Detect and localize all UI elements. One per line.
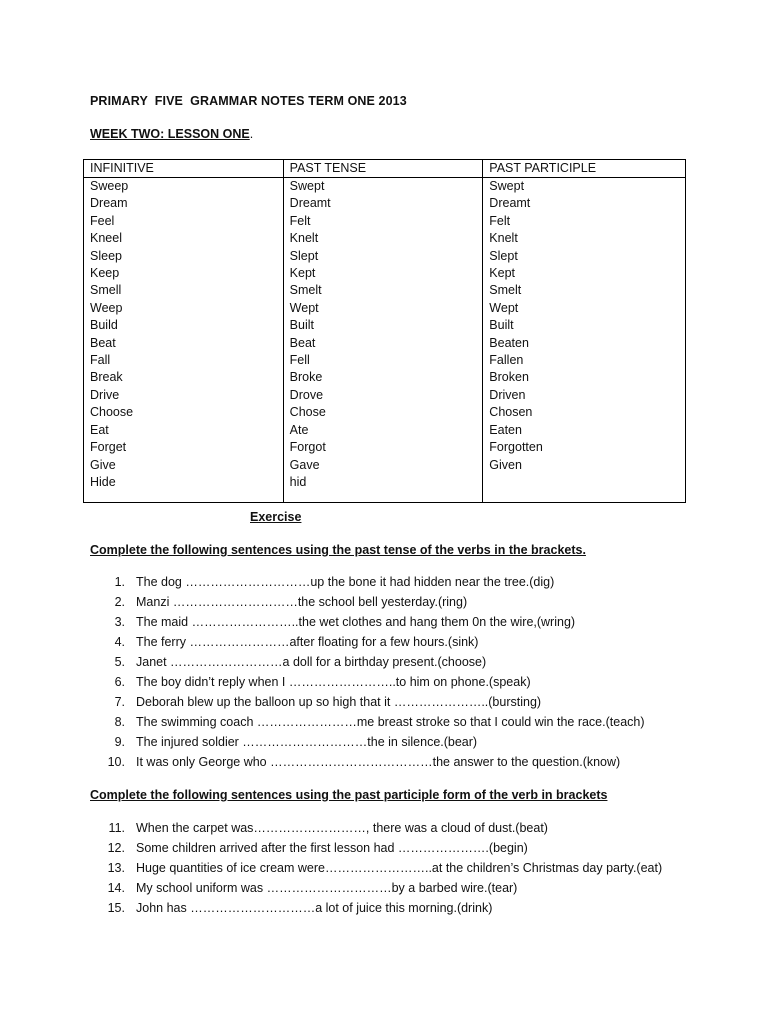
question-number: 5. (114, 655, 125, 669)
document-title: PRIMARY FIVE GRAMMAR NOTES TERM ONE 2013 (90, 94, 407, 108)
question-number: 6. (114, 675, 125, 689)
infinitive-cell: Sweep (84, 178, 284, 196)
question-text: The maid ……………………..the wet clothes and hang them 0n the wire,(wring) (136, 615, 576, 629)
infinitive-cell: Give (84, 457, 284, 474)
past-tense-cell: Dreamt (283, 195, 483, 212)
question-number: 7. (114, 695, 125, 709)
past-participle-cell: Chosen (483, 404, 686, 421)
question-number: 1. (114, 575, 125, 589)
past-tense-cell: Broke (283, 369, 483, 386)
question-text: My school uniform was …………………………by a barbed wire.(tear) (136, 881, 518, 895)
question-text: The swimming coach ……………………me breast stroke so that I could win the race.(teach) (136, 715, 645, 729)
table-row (84, 265, 686, 282)
past-participle-cell: Beaten (483, 335, 686, 352)
past-tense-cell: Chose (283, 404, 483, 421)
infinitive-cell: Beat (84, 335, 284, 352)
question-text: The injured soldier …………………………the in silence.(bear) (136, 735, 478, 749)
question-text: The dog …………………………up the bone it had hidden near the tree.(dig) (136, 575, 555, 589)
infinitive-cell: Sleep (84, 248, 284, 265)
infinitive-cell: Build (84, 317, 284, 334)
question-number: 12. (107, 841, 125, 855)
past-participle-cell: Smelt (483, 282, 686, 299)
past-participle-cell (483, 474, 686, 503)
table-row (84, 178, 686, 196)
past-participle-cell: Swept (483, 178, 686, 196)
infinitive-cell: Weep (84, 300, 284, 317)
question-number: 13. (107, 861, 125, 875)
past-participle-cell: Broken (483, 369, 686, 386)
question-number: 4. (114, 635, 125, 649)
section2-instruction: Complete the following sentences using the past participle form of the verb in brackets (90, 788, 608, 802)
header-past-participle: PAST PARTICIPLE (483, 160, 686, 178)
infinitive-cell: Smell (84, 282, 284, 299)
past-tense-cell: Felt (283, 213, 483, 230)
past-participle-cell: Knelt (483, 230, 686, 247)
past-participle-cell: Slept (483, 248, 686, 265)
infinitive-cell: Hide (84, 474, 284, 503)
table-row (84, 387, 686, 404)
infinitive-cell: Keep (84, 265, 284, 282)
past-tense-cell: Slept (283, 248, 483, 265)
past-tense-cell: hid (283, 474, 483, 503)
infinitive-cell: Choose (84, 404, 284, 421)
table-row (84, 474, 686, 503)
table-row (84, 352, 686, 369)
past-participle-cell: Given (483, 457, 686, 474)
table-row (84, 213, 686, 230)
week-heading-suffix: . (249, 127, 254, 141)
past-participle-cell: Driven (483, 387, 686, 404)
past-participle-cell: Felt (483, 213, 686, 230)
table-row (84, 317, 686, 334)
question-number: 11. (108, 821, 125, 835)
past-tense-cell: Ate (283, 422, 483, 439)
question-number: 15. (107, 901, 125, 915)
table-row (84, 422, 686, 439)
question-text: Janet ………………………a doll for a birthday present.(choose) (136, 655, 487, 669)
verb-table-body (84, 178, 686, 503)
past-tense-cell: Gave (283, 457, 483, 474)
past-tense-cell: Drove (283, 387, 483, 404)
header-infinitive: INFINITIVE (84, 160, 284, 178)
week-heading-text: WEEK TWO: LESSON ONE (90, 127, 250, 141)
question-text: When the carpet was………………………, there was a cloud of dust.(beat) (136, 821, 548, 835)
question-text: The ferry ……………………after floating for a few hours.(sink) (136, 635, 479, 649)
past-tense-cell: Swept (283, 178, 483, 196)
question-number: 10. (107, 755, 125, 769)
question-text: Manzi …………………………the school bell yesterday.(ring) (136, 595, 468, 609)
past-tense-cell: Built (283, 317, 483, 334)
question-text: The boy didn’t reply when I ……………………..to him on phone.(speak) (136, 675, 531, 689)
question-text: It was only George who …………………………………the answer to the question.(know) (136, 755, 621, 769)
section1-instruction: Complete the following sentences using the past tense of the verbs in the brackets. (90, 543, 586, 557)
table-row (84, 457, 686, 474)
past-tense-cell: Beat (283, 335, 483, 352)
question-number: 2. (114, 595, 125, 609)
infinitive-cell: Fall (84, 352, 284, 369)
table-row (84, 439, 686, 456)
infinitive-cell: Forget (84, 439, 284, 456)
past-tense-cell: Fell (283, 352, 483, 369)
table-row (84, 369, 686, 386)
infinitive-cell: Dream (84, 195, 284, 212)
past-tense-cell: Knelt (283, 230, 483, 247)
past-participle-cell: Fallen (483, 352, 686, 369)
header-past-tense: PAST TENSE (283, 160, 483, 178)
verb-table (83, 159, 686, 503)
table-row (84, 195, 686, 212)
week-heading (90, 127, 253, 141)
past-participle-cell: Forgotten (483, 439, 686, 456)
past-tense-cell: Forgot (283, 439, 483, 456)
table-row (84, 248, 686, 265)
past-tense-cell: Kept (283, 265, 483, 282)
table-row (84, 282, 686, 299)
past-participle-cell: Wept (483, 300, 686, 317)
infinitive-cell: Kneel (84, 230, 284, 247)
verb-table-header-row (84, 160, 686, 178)
past-participle-cell: Dreamt (483, 195, 686, 212)
question-number: 9. (114, 735, 125, 749)
question-text: Some children arrived after the first lesson had ………………….(begin) (136, 841, 528, 855)
exercise-heading: Exercise (250, 510, 302, 524)
past-participle-cell: Kept (483, 265, 686, 282)
question-number: 3. (114, 615, 125, 629)
past-participle-cell: Eaten (483, 422, 686, 439)
infinitive-cell: Break (84, 369, 284, 386)
infinitive-cell: Eat (84, 422, 284, 439)
past-tense-cell: Smelt (283, 282, 483, 299)
past-tense-cell: Wept (283, 300, 483, 317)
infinitive-cell: Feel (84, 213, 284, 230)
question-text: Huge quantities of ice cream were……………………..at the children’s Christmas day party.(eat) (136, 861, 663, 875)
question-text: Deborah blew up the balloon up so high that it …………………..(bursting) (136, 695, 542, 709)
question-text: John has …………………………a lot of juice this morning.(drink) (136, 901, 493, 915)
table-row (84, 404, 686, 421)
infinitive-cell: Drive (84, 387, 284, 404)
past-participle-cell: Built (483, 317, 686, 334)
table-row (84, 230, 686, 247)
table-row (84, 335, 686, 352)
question-number: 14. (107, 881, 125, 895)
table-row (84, 300, 686, 317)
question-number: 8. (114, 715, 125, 729)
